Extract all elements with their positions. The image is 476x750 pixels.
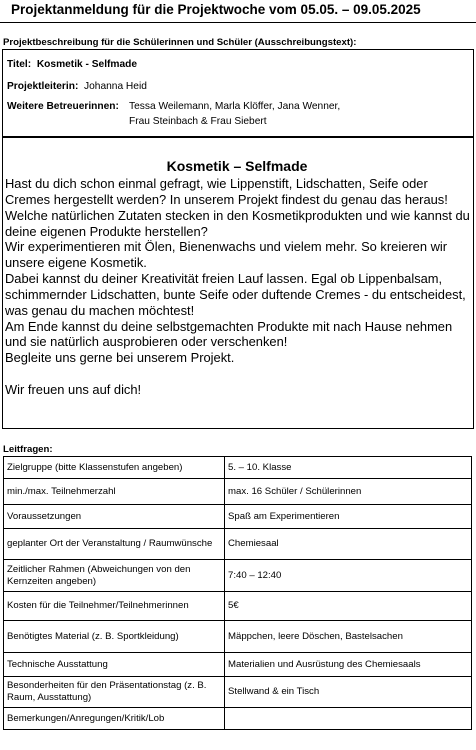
table-row [4, 457, 472, 479]
question-cell: Technische Ausstattung [4, 653, 225, 677]
question-cell: Kosten für die Teilnehmer/Teilnehmerinnen [4, 592, 225, 621]
description-section-label: Projektbeschreibung für die Schülerinnen und Schüler (Ausschreibungstext): [3, 37, 357, 48]
paragraph: Wir freuen uns auf dich! [5, 381, 142, 397]
title-field [7, 59, 137, 70]
paragraph: Dabei kannst du deiner Kreativität freien Lauf lassen. Egal ob Lippenbalsam, schimmernder Lidschatten, bunte Seife oder duftende Cremes - du entscheidest, was genau du machen möchtest! [5, 271, 466, 318]
answer-cell: Spaß am Experimentieren [225, 505, 472, 529]
project-text-heading: Kosmetik – Selfmade [166, 158, 308, 174]
lead-field [7, 81, 147, 92]
question-cell: Besonderheiten für den Präsentationstag (z. B. Raum, Ausstattung) [4, 677, 225, 708]
project-info-box [2, 49, 474, 137]
question-cell: Zielgruppe (bitte Klassenstufen angeben) [4, 457, 225, 479]
table-row [4, 621, 472, 653]
answer-cell: 5€ [225, 592, 472, 621]
table-row [4, 505, 472, 529]
lead-value: Johanna Heid [84, 81, 147, 92]
question-cell: min./max. Teilnehmerzahl [4, 479, 225, 505]
question-cell: Bemerkungen/Anregungen/Kritik/Lob [4, 708, 225, 730]
lead-label: Projektleiterin: [7, 81, 79, 92]
title-underline [0, 22, 476, 23]
supervisors-line-2: Frau Steinbach & Frau Siebert [129, 116, 267, 127]
table-row [4, 677, 472, 708]
table-row [4, 653, 472, 677]
answer-cell: Chemiesaal [225, 529, 472, 560]
question-cell: geplanter Ort der Veranstaltung / Raumwünsche [4, 529, 225, 560]
paragraph: Am Ende kannst du deine selbstgemachten Produkte mit nach Hause nehmen und sie natürlich ausprobieren oder verschenken! [5, 318, 453, 350]
table-row [4, 592, 472, 621]
title-label: Titel: [7, 59, 32, 70]
supervisors-label: Weitere Betreuerinnen: [7, 101, 119, 112]
table-row [4, 708, 472, 730]
table-row [4, 560, 472, 592]
document-title: Projektanmeldung für die Projektwoche vom 05.05. – 09.05.2025 [11, 2, 421, 17]
question-cell: Benötigtes Material (z. B. Sportkleidung) [4, 621, 225, 653]
project-text-body [5, 176, 471, 398]
answer-cell [225, 708, 472, 730]
answer-cell: max. 16 Schüler / Schülerinnen [225, 479, 472, 505]
paragraph-spacer [5, 366, 471, 382]
supervisors-line-1: Tessa Weilemann, Marla Klöffer, Jana Wenner, [129, 101, 341, 112]
question-cell: Zeitlicher Rahmen (Abweichungen von den Kernzeiten angeben) [4, 560, 225, 592]
leitfragen-label: Leitfragen: [3, 444, 53, 455]
question-cell: Voraussetzungen [4, 505, 225, 529]
leitfragen-table [3, 456, 472, 730]
answer-cell: 7:40 – 12:40 [225, 560, 472, 592]
title-value: Kosmetik - Selfmade [36, 59, 138, 70]
table-row [4, 529, 472, 560]
paragraph: Wir experimentieren mit Ölen, Bienenwachs und vielem mehr. So kreieren wir unsere eigene Kosmetik. [5, 239, 448, 271]
answer-cell: Mäppchen, leere Döschen, Bastelsachen [225, 621, 472, 653]
answer-cell: 5. – 10. Klasse [225, 457, 472, 479]
answer-cell: Stellwand & ein Tisch [225, 677, 472, 708]
paragraph: Begleite uns gerne bei unserem Projekt. [5, 350, 235, 366]
table-row [4, 479, 472, 505]
paragraph: Hast du dich schon einmal gefragt, wie Lippenstift, Lidschatten, Seife oder Cremes hergestellt werden? In unserem Projekt findest du genau das heraus! Welche natürlichen Zutaten stecken in den Kosmetikprodukten und wie kannst du deine eigenen Produkte herstellen? [5, 176, 470, 239]
answer-cell: Materialien und Ausrüstung des Chemiesaals [225, 653, 472, 677]
